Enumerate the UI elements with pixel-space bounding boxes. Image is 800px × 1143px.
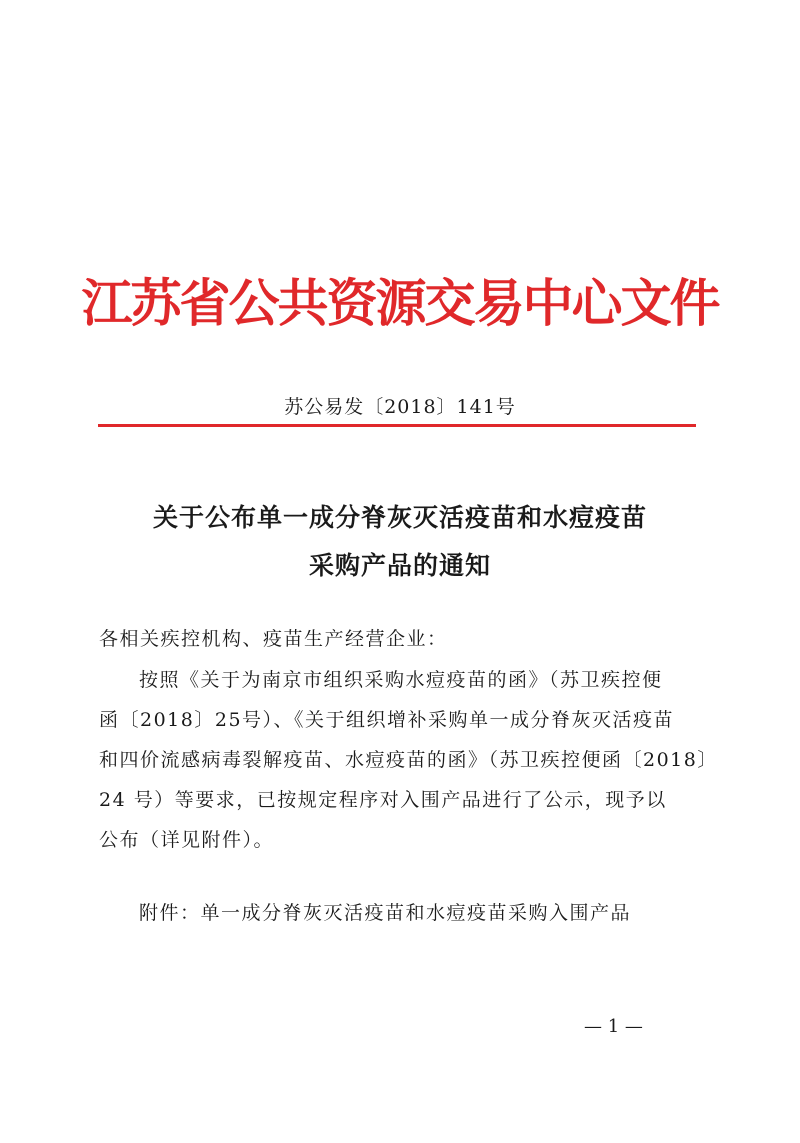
page-number: — 1 —: [584, 1016, 643, 1037]
notice-title: [0, 494, 800, 590]
salutation: 各相关疾控机构、疫苗生产经营企业：: [99, 628, 448, 650]
notice-title-line-2: 采购产品的通知: [308, 551, 491, 580]
paragraph-line: 和四价流感病毒裂解疫苗、水痘疫苗的函》（苏卫疾控便函〔2018〕: [99, 749, 718, 771]
paragraph-line: 24 号）等要求，已按规定程序对入围产品进行了公示，现予以: [99, 789, 667, 811]
attachment-note: 附件：单一成分脊灰灭活疫苗和水痘疫苗采购入围产品: [139, 902, 632, 924]
notice-body: [99, 620, 718, 860]
paragraph-line: 按照《关于为南京市组织采购水痘疫苗的函》（苏卫疾控便: [139, 669, 663, 691]
red-separator-line: [98, 424, 696, 427]
paragraph-line: 函〔2018〕25号）、《关于组织增补采购单一成分脊灰灭活疫苗: [99, 709, 675, 731]
body-paragraph: [99, 660, 718, 860]
document-number: 苏公易发〔2018〕141号: [284, 396, 516, 418]
paragraph-line: 公布（详见附件）。: [99, 829, 275, 851]
issuing-authority-header: 江苏省公共资源交易中心文件: [81, 275, 719, 334]
notice-title-line-1: 关于公布单一成分脊灰灭活疫苗和水痘疫苗: [152, 503, 647, 532]
